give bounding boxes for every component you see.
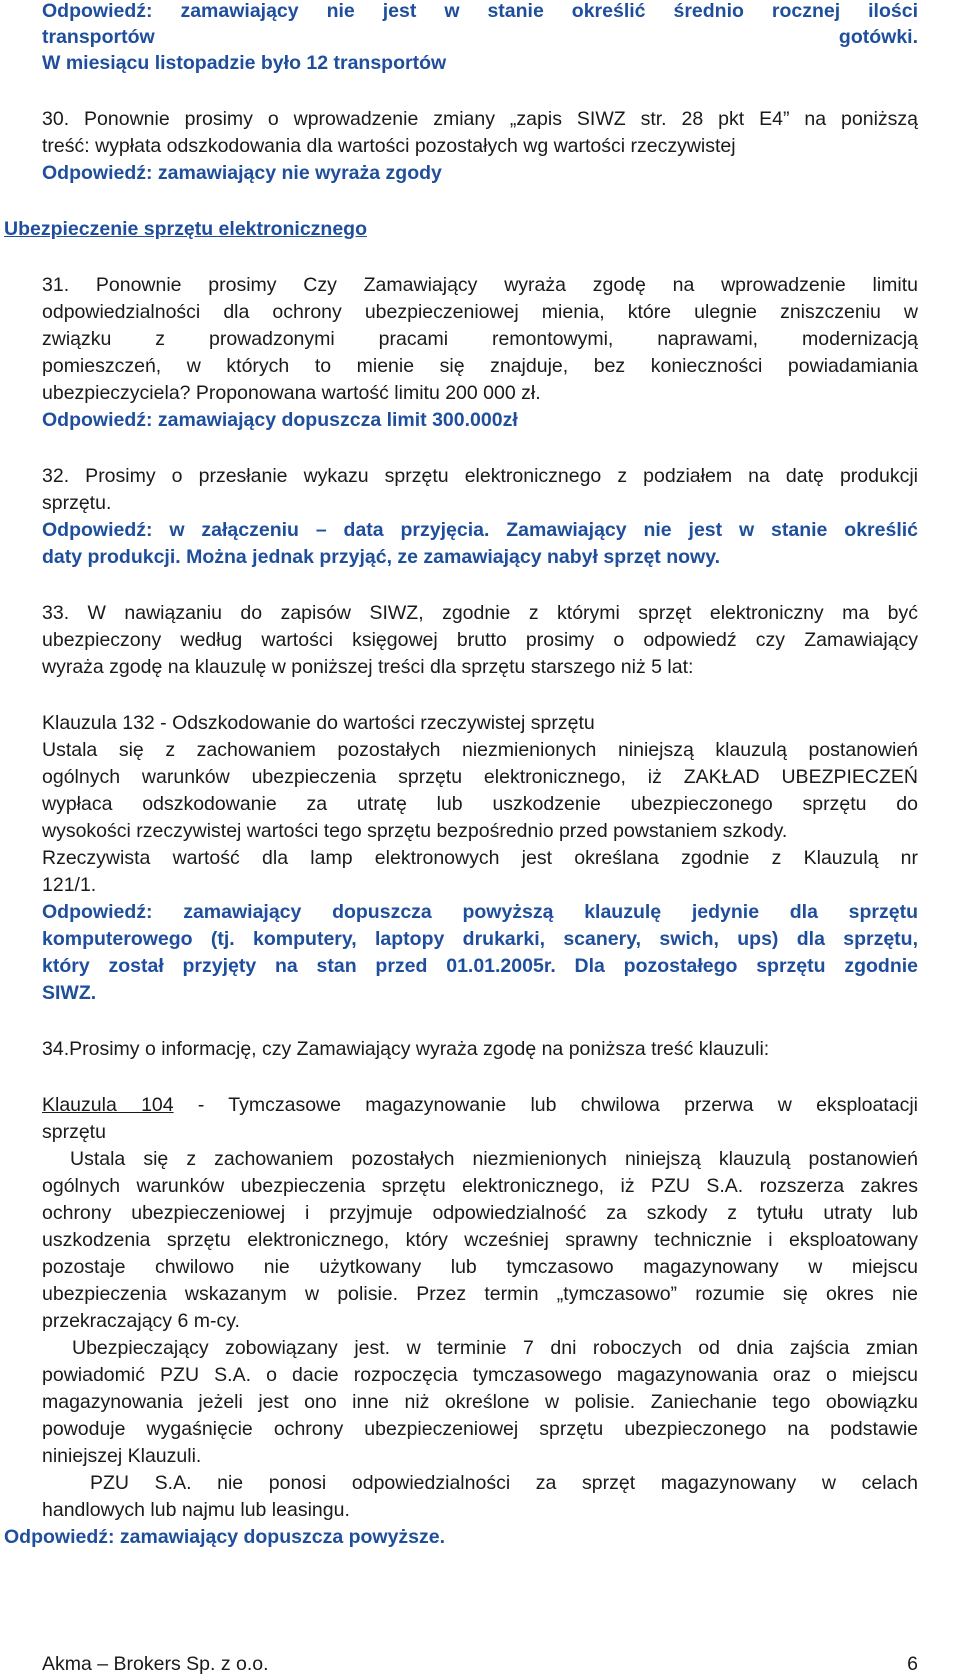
question-text: ubezpieczony według wartości księgowej brutto prosimy o odpowiedź czy Zamawiający [42, 629, 918, 651]
answer-text: Odpowiedź: zamawiający dopuszcza powyższe. [4, 1526, 446, 1548]
answer-text: SIWZ. [42, 982, 97, 1004]
question-text: ubezpieczyciela? Proponowana wartość limitu 200 000 zł. [42, 382, 541, 404]
clause-text: uszkodzenia sprzętu elektronicznego, który wcześniej sprawny technicznie i eksploatowany [42, 1229, 918, 1251]
clause-title [42, 1092, 918, 1118]
question-text: 33. W nawiązaniu do zapisów SIWZ, zgodnie z którymi sprzęt elektroniczny ma być [42, 602, 918, 624]
footer-company: Akma – Brokers Sp. z o.o. [42, 1653, 269, 1675]
answer-text: Odpowiedź: zamawiający nie wyraża zgody [42, 162, 442, 184]
clause-text: ochrony ubezpieczeniowej i przyjmuje odpowiedzialność za szkody z tytułu utraty lub [42, 1202, 918, 1224]
clause-text: powoduje wygaśnięcie ochrony ubezpieczeniowej sprzętu ubezpieczonego na podstawie [42, 1418, 918, 1440]
clause-text: powiadomić PZU S.A. o dacie rozpoczęcia tymczasowego magazynowania oraz o miejscu [42, 1364, 918, 1386]
clause-text: przekraczający 6 m-cy. [42, 1310, 240, 1332]
question-text: pomieszczeń, w których to mienie się znajduje, bez konieczności powiadamiania [42, 355, 918, 377]
answer-text [42, 24, 918, 50]
answer-text: Odpowiedź: zamawiający dopuszcza limit 300.000zł [42, 409, 518, 431]
clause-text: wysokości rzeczywistej wartości tego sprzętu bezpośrednio przed powstaniem szkody. [42, 820, 788, 842]
question-text: 34.Prosimy o informację, czy Zamawiający wyraża zgodę na poniższa treść klauzuli: [42, 1038, 770, 1060]
clause-text: ogólnych warunków ubezpieczenia sprzętu elektronicznego, iż ZAKŁAD UBEZPIECZEŃ [42, 766, 918, 788]
page-number: 6 [907, 1653, 918, 1675]
question-text: 32. Prosimy o przesłanie wykazu sprzętu elektronicznego z podziałem na datę produkcji [42, 465, 918, 487]
question-text: związku z prowadzonymi pracami remontowymi, naprawami, modernizacją [42, 328, 918, 350]
answer-text: Odpowiedź: zamawiający dopuszcza powyższą klauzulę jedynie dla sprzętu [42, 901, 918, 923]
question-text: sprzętu. [42, 492, 112, 514]
clause-text: ubezpieczenia wskazanym w polisie. Przez termin „tymczasowo” rozumie się okres nie [42, 1283, 918, 1305]
question-text: 31. Ponownie prosimy Czy Zamawiający wyraża zgodę na wprowadzenie limitu [42, 274, 918, 296]
clause-text: Ustala się z zachowaniem pozostałych niezmienionych niniejszą klauzulą postanowień [70, 1148, 918, 1170]
answer-text: daty produkcji. Można jednak przyjąć, ze zamawiający nabył sprzęt nowy. [42, 546, 721, 568]
answer-text: Odpowiedź: w załączeniu – data przyjęcia. Zamawiający nie jest w stanie określić [42, 519, 918, 541]
clause-text: handlowych lub najmu lub leasingu. [42, 1499, 350, 1521]
answer-text: komputerowego (tj. komputery, laptopy drukarki, scanery, swich, ups) dla sprzętu, [42, 928, 918, 950]
answer-text: transportów [42, 26, 155, 48]
clause-text [42, 1146, 918, 1172]
question-text: wyraża zgodę na klauzulę w poniższej treści dla sprzętu starszego niż 5 lat: [42, 656, 694, 678]
clause-text: Rzeczywista wartość dla lamp elektronowych jest określana zgodnie z Klauzulą nr [42, 847, 918, 869]
clause-text: niniejszej Klauzuli. [42, 1445, 202, 1467]
question-text: odpowiedzialności dla ochrony ubezpieczeniowej mienia, które ulegnie zniszczeniu w [42, 301, 918, 323]
clause-text: pozostaje chwilowo nie użytkowany lub tymczasowo magazynowany w miejscu [42, 1256, 918, 1278]
clause-text: magazynowania jeżeli jest ono inne niż określone w polisie. Zaniechanie tego obowiązku [42, 1391, 918, 1413]
clause-text: ogólnych warunków ubezpieczenia sprzętu elektronicznego, iż PZU S.A. rozszerza zakres [42, 1175, 918, 1197]
clause-text: Ubezpieczający zobowiązany jest. w terminie 7 dni roboczych od dnia zajścia zmian [72, 1337, 918, 1359]
clause-title: Klauzula 132 - Odszkodowanie do wartości rzeczywistej sprzętu [42, 712, 595, 734]
answer-text: gotówki. [838, 26, 918, 48]
clause-link: Klauzula 104 [42, 1094, 174, 1116]
question-text: 30. Ponownie prosimy o wprowadzenie zmiany „zapis SIWZ str. 28 pkt E4” na poniższą [42, 108, 918, 130]
clause-title-rest: - Tymczasowe magazynowanie lub chwilowa przerwa w eksploatacji [173, 1094, 918, 1116]
answer-text: W miesiącu listopadzie było 12 transportów [42, 52, 447, 74]
answer-text: który został przyjęty na stan przed 01.01.2005r. Dla pozostałego sprzętu zgodnie [42, 955, 918, 977]
section-heading: Ubezpieczenie sprzętu elektronicznego [4, 218, 368, 240]
clause-text: PZU S.A. nie ponosi odpowiedzialności za sprzęt magazynowany w celach [90, 1472, 918, 1494]
clause-text: Ustala się z zachowaniem pozostałych niezmienionych niniejszą klauzulą postanowień [42, 739, 918, 761]
clause-text: wypłaca odszkodowanie za utratę lub uszkodzenie ubezpieczonego sprzętu do [42, 793, 918, 815]
clause-text: 121/1. [42, 874, 97, 896]
question-text: treść: wypłata odszkodowania dla wartości pozostałych wg wartości rzeczywistej [42, 135, 736, 157]
answer-text: Odpowiedź: zamawiający nie jest w stanie określić średnio rocznej ilości [42, 0, 918, 22]
clause-title: sprzętu [42, 1121, 106, 1143]
